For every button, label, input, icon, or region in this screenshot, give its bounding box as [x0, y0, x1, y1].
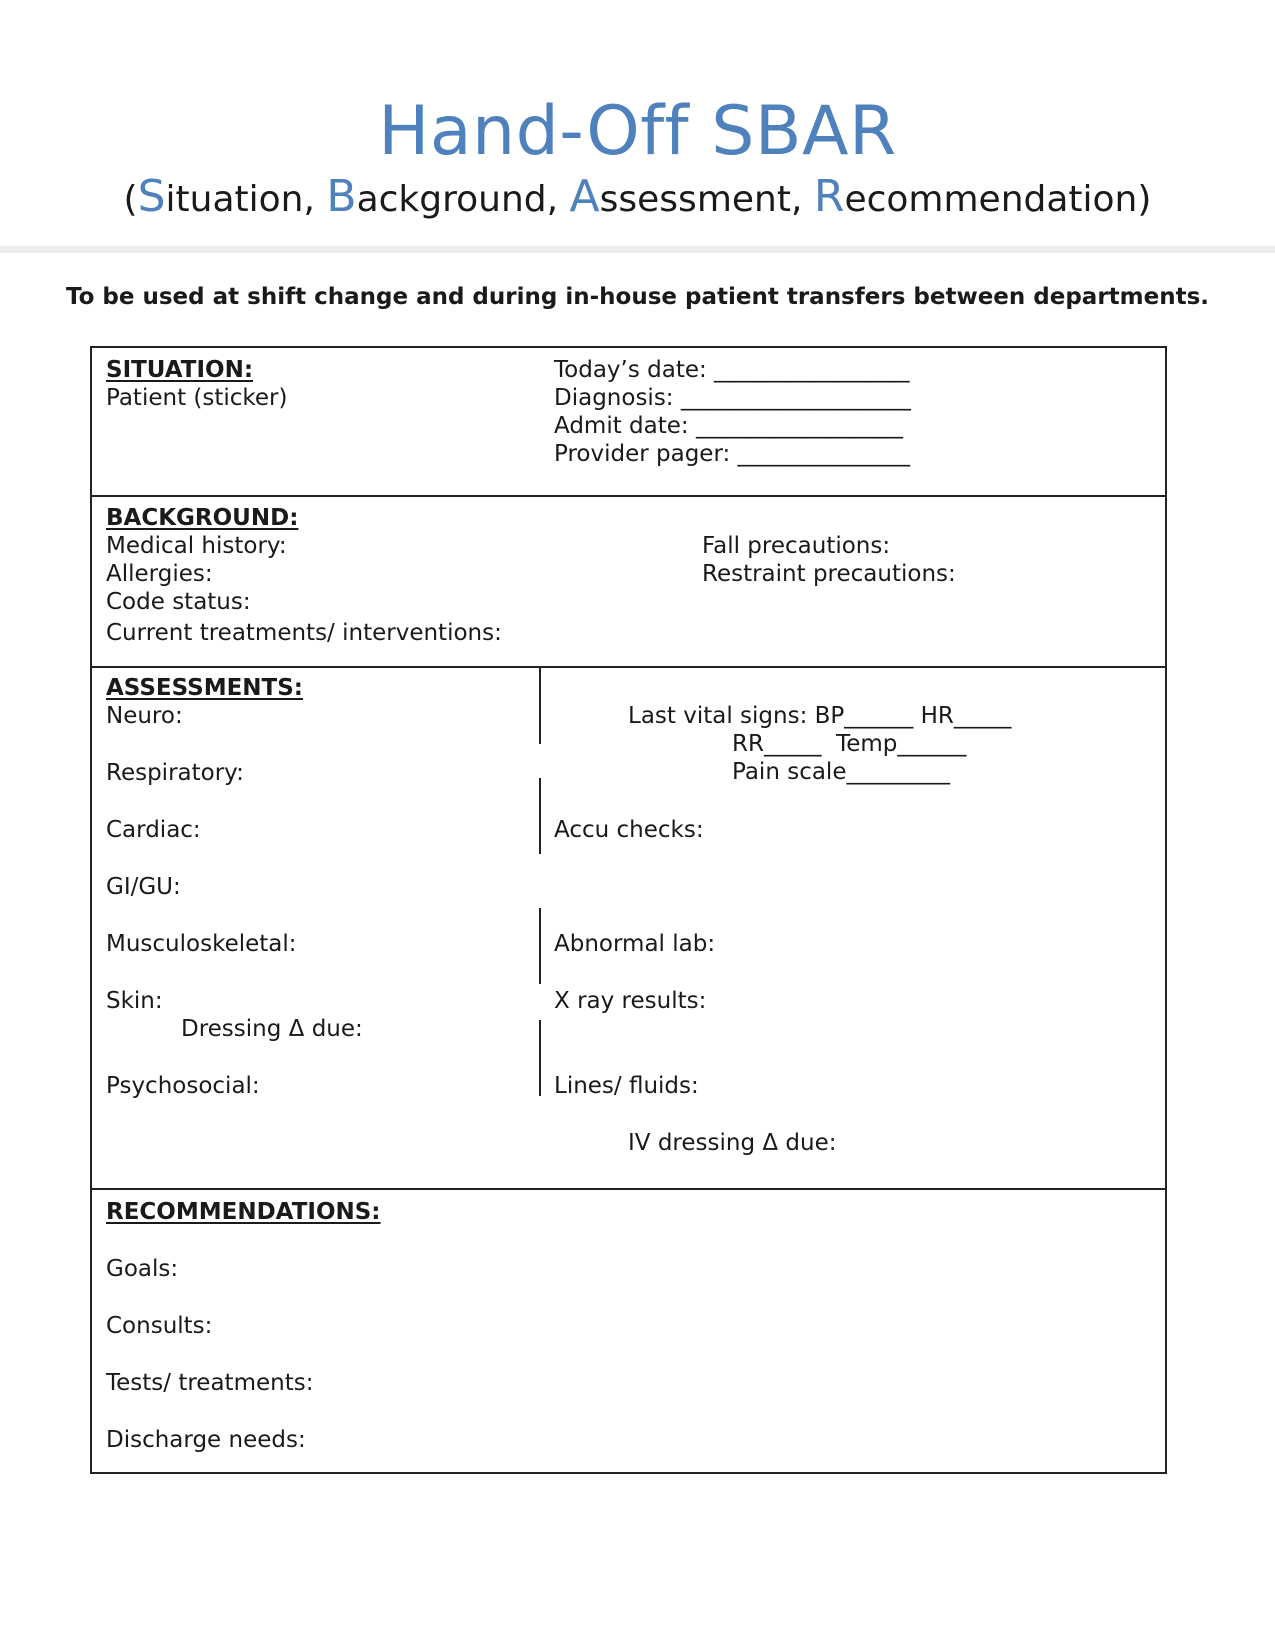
xray-results-label: X ray results:: [554, 988, 707, 1014]
abnormal-lab-label: Abnormal lab:: [554, 931, 716, 957]
subtitle-open: (: [123, 179, 138, 220]
consults-label: Consults:: [106, 1313, 213, 1339]
current-treatments-label: Current treatments/ interventions:: [106, 620, 502, 646]
assessments-column-divider-4: [539, 1020, 541, 1096]
assessments-column-divider-2: [539, 778, 541, 854]
subtitle-a-rest: ssessment,: [599, 179, 814, 220]
medical-history-label: Medical history:: [106, 533, 287, 559]
page-title: Hand-Off SBAR: [378, 92, 897, 171]
divider-assessments-recommendations: [92, 1188, 1165, 1190]
fall-precautions-label: Fall precautions:: [702, 533, 891, 559]
divider-background-assessments: [92, 666, 1165, 668]
iv-dressing-due-label: IV dressing Δ due:: [628, 1130, 837, 1156]
assessments-heading: ASSESSMENTS:: [106, 675, 304, 701]
situation-heading: SITUATION:: [106, 357, 254, 383]
assessments-column-divider-1: [539, 668, 541, 744]
admit-date-field: Admit date: __________________: [554, 413, 903, 439]
respiratory-label: Respiratory:: [106, 760, 244, 786]
subtitle-close: ): [1137, 179, 1152, 220]
provider-pager-field: Provider pager: _______________: [554, 441, 911, 467]
subtitle-r-cap: R: [813, 171, 845, 222]
recommendations-heading: RECOMMENDATIONS:: [106, 1199, 381, 1225]
subtitle-b-rest: ackground,: [356, 179, 570, 220]
psychosocial-label: Psychosocial:: [106, 1073, 260, 1099]
lines-fluids-label: Lines/ fluids:: [554, 1073, 699, 1099]
last-vital-signs-field: Last vital signs: BP______ HR_____: [628, 703, 1012, 729]
subtitle-b-cap: B: [326, 171, 357, 222]
discharge-needs-label: Discharge needs:: [106, 1427, 306, 1453]
neuro-label: Neuro:: [106, 703, 183, 729]
page-subtitle: [0, 171, 1275, 223]
divider-situation-background: [92, 495, 1165, 497]
sbar-form: [90, 346, 1167, 1474]
todays-date-field: Today’s date: _________________: [554, 357, 910, 383]
pain-scale-field: Pain scale_________: [732, 759, 950, 785]
allergies-label: Allergies:: [106, 561, 213, 587]
background-heading: BACKGROUND:: [106, 505, 299, 531]
subtitle-r-rest: ecommendation: [844, 179, 1138, 220]
skin-label: Skin:: [106, 988, 163, 1014]
tests-treatments-label: Tests/ treatments:: [106, 1370, 314, 1396]
accu-checks-label: Accu checks:: [554, 817, 704, 843]
assessments-column-divider-3: [539, 908, 541, 984]
gi-gu-label: GI/GU:: [106, 874, 181, 900]
musculoskeletal-label: Musculoskeletal:: [106, 931, 297, 957]
subtitle-s-rest: ituation,: [165, 179, 327, 220]
code-status-label: Code status:: [106, 589, 251, 615]
subtitle-a-cap: A: [569, 171, 600, 222]
rr-temp-field: RR_____ Temp______: [732, 731, 967, 757]
subtitle-s-cap: S: [137, 171, 166, 222]
restraint-precautions-label: Restraint precautions:: [702, 561, 956, 587]
instructions-text: To be used at shift change and during in-house patient transfers between departments.: [65, 284, 1210, 310]
dressing-due-label: Dressing Δ due:: [181, 1016, 363, 1042]
patient-sticker-label: Patient (sticker): [106, 385, 288, 411]
title-divider: [0, 246, 1275, 253]
goals-label: Goals:: [106, 1256, 179, 1282]
diagnosis-field: Diagnosis: ____________________: [554, 385, 911, 411]
cardiac-label: Cardiac:: [106, 817, 201, 843]
